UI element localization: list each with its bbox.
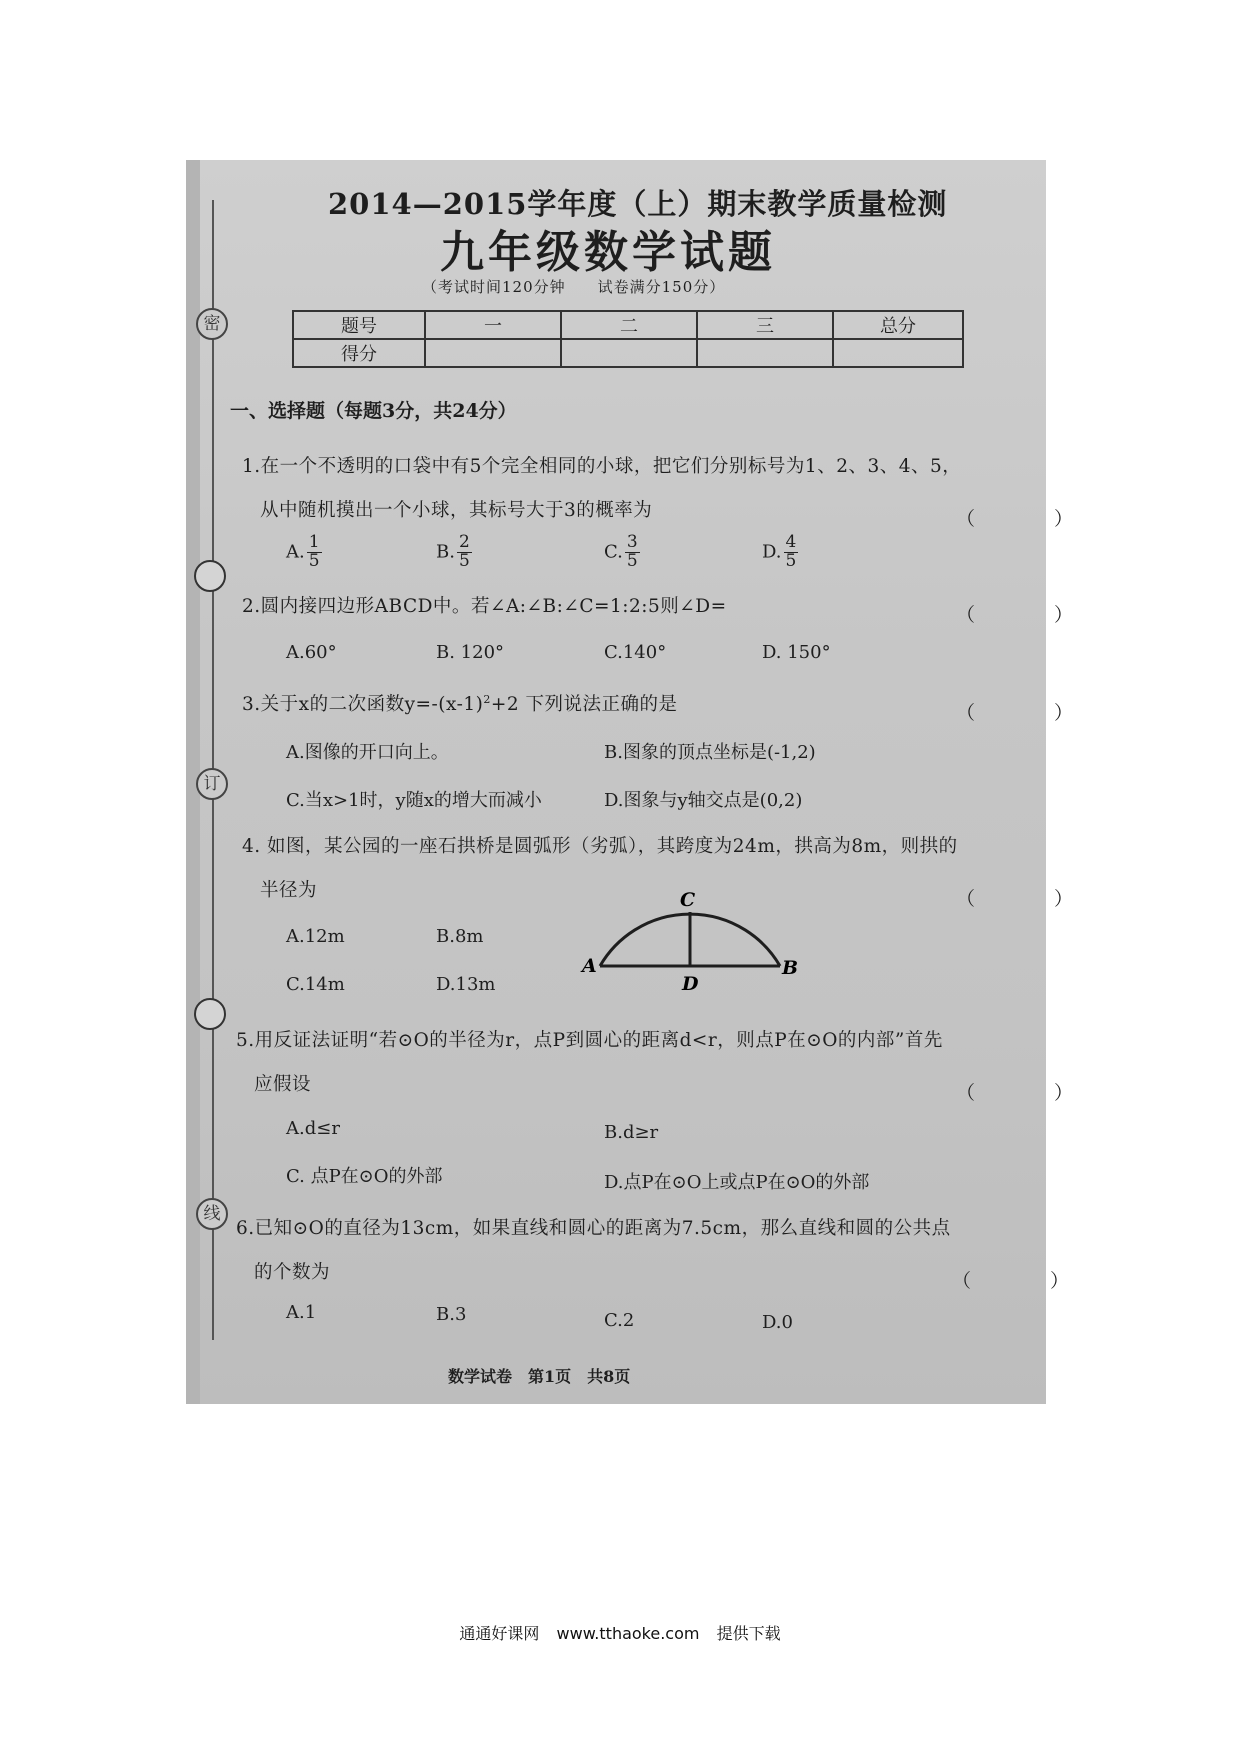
q5-option-a: A.d≤r [286, 1118, 340, 1139]
answer-parentheses: （ ） [956, 702, 1104, 724]
score-cell: 得分 [293, 339, 425, 367]
binding-hole [194, 998, 226, 1030]
question-4-text-cont: 半径为 [260, 880, 318, 901]
answer-parentheses: （ ） [956, 508, 1104, 530]
exam-photo [186, 160, 1104, 1404]
credit-action: 提供下载 [716, 1624, 781, 1643]
q1-option-b: B. $\frac{2}{5}$ [436, 532, 470, 571]
q5-option-b: B.d≥r [604, 1122, 659, 1143]
question-6-text: 6.已知⊙O的直径为13cm，如果直线和圆心的距离为7.5cm，那么直线和圆的公共点 [236, 1218, 951, 1239]
exam-title: 九年级数学试题 [440, 227, 776, 278]
exam-period-heading: 2014—2015学年度（上）期末教学质量检测 [328, 187, 948, 221]
question-1-text-cont: 从中随机摸出一个小球，其标号大于3的概率为 [260, 500, 653, 521]
score-cell [833, 339, 963, 367]
q6-option-a: A.1 [286, 1302, 317, 1323]
q3-option-a: A.图像的开口向上。 [286, 742, 449, 763]
q3-option-d: D.图象与y轴交点是(0,2) [604, 790, 803, 811]
score-table-header-row [293, 311, 963, 339]
arch-bridge-diagram [582, 888, 822, 998]
page-footer: 数学试卷 第1页 共8页 [448, 1367, 631, 1386]
q4-option-b: B.8m [436, 926, 484, 947]
q5-option-c: C. 点P在⊙O的外部 [286, 1166, 443, 1187]
q6-option-c: C.2 [604, 1310, 635, 1331]
score-cell [425, 339, 561, 367]
score-cell: 题号 [293, 311, 425, 339]
question-4-text: 4. 如图，某公园的一座石拱桥是圆弧形（劣弧），其跨度为24m，拱高为8m，则拱的 [242, 836, 958, 857]
q3-option-c: C.当x>1时，y随x的增大而减小 [286, 790, 542, 811]
exam-info: （考试时间120分钟 试卷满分150分） [422, 278, 726, 296]
score-cell: 三 [697, 311, 833, 339]
q2-option-a: A.60° [286, 642, 337, 663]
score-cell [561, 339, 697, 367]
download-credit [0, 1621, 1240, 1644]
question-1-text: 1.在一个不透明的口袋中有5个完全相同的小球，把它们分别标号为1、2、3、4、5， [242, 456, 962, 477]
score-cell: 二 [561, 311, 697, 339]
q6-option-d: D.0 [762, 1312, 793, 1333]
point-c-label: C [680, 889, 696, 911]
score-table-score-row [293, 339, 963, 367]
question-5-text-cont: 应假设 [254, 1074, 312, 1095]
seal-mark-mi: 密 [196, 308, 228, 340]
answer-parentheses: （ ） [952, 1270, 1100, 1292]
q2-option-c: C.140° [604, 642, 667, 663]
q2-option-d: D. 150° [762, 642, 831, 663]
q4-option-a: A.12m [286, 926, 345, 947]
q1-option-c: C. $\frac{3}{5}$ [604, 532, 638, 571]
question-3-text: 3.关于x的二次函数$y=-(x-1)^2+2$ 下列说法正确的是 [242, 692, 678, 715]
question-2-text: 2.圆内接四边形ABCD中。若∠A:∠B:∠C=1:2:5则∠D= [242, 596, 727, 617]
point-d-label: D [682, 973, 699, 995]
q1-option-d: D. $\frac{4}{5}$ [762, 532, 797, 571]
point-a-label: A [582, 955, 597, 977]
site-name: 通通好课网 [459, 1624, 540, 1643]
point-b-label: B [782, 957, 799, 979]
section-heading: 一、选择题（每题3分，共24分） [230, 400, 517, 422]
q1-option-a: A. $\frac{1}{5}$ [286, 532, 320, 571]
answer-parentheses: （ ） [956, 888, 1104, 910]
seal-mark-ding: 订 [196, 768, 228, 800]
q5-option-d: D.点P在⊙O上或点P在⊙O的外部 [604, 1172, 870, 1193]
question-5-text: 5.用反证法证明“若⊙O的半径为r，点P到圆心的距离d<r，则点P在⊙O的内部”首先 [236, 1030, 943, 1051]
site-url[interactable]: www.tthaoke.com [556, 1624, 700, 1643]
answer-parentheses: （ ） [956, 604, 1104, 626]
answer-parentheses: （ ） [956, 1082, 1104, 1104]
score-cell [697, 339, 833, 367]
score-cell: 一 [425, 311, 561, 339]
q4-option-d: D.13m [436, 974, 496, 995]
binding-hole [194, 560, 226, 592]
seal-mark-xian: 线 [196, 1198, 228, 1230]
q4-option-c: C.14m [286, 974, 345, 995]
q6-option-b: B.3 [436, 1304, 467, 1325]
q2-option-b: B. 120° [436, 642, 505, 663]
score-cell: 总分 [833, 311, 963, 339]
score-table [292, 310, 964, 368]
question-6-text-cont: 的个数为 [254, 1262, 331, 1283]
q3-option-b: B.图象的顶点坐标是(-1,2) [604, 742, 816, 763]
